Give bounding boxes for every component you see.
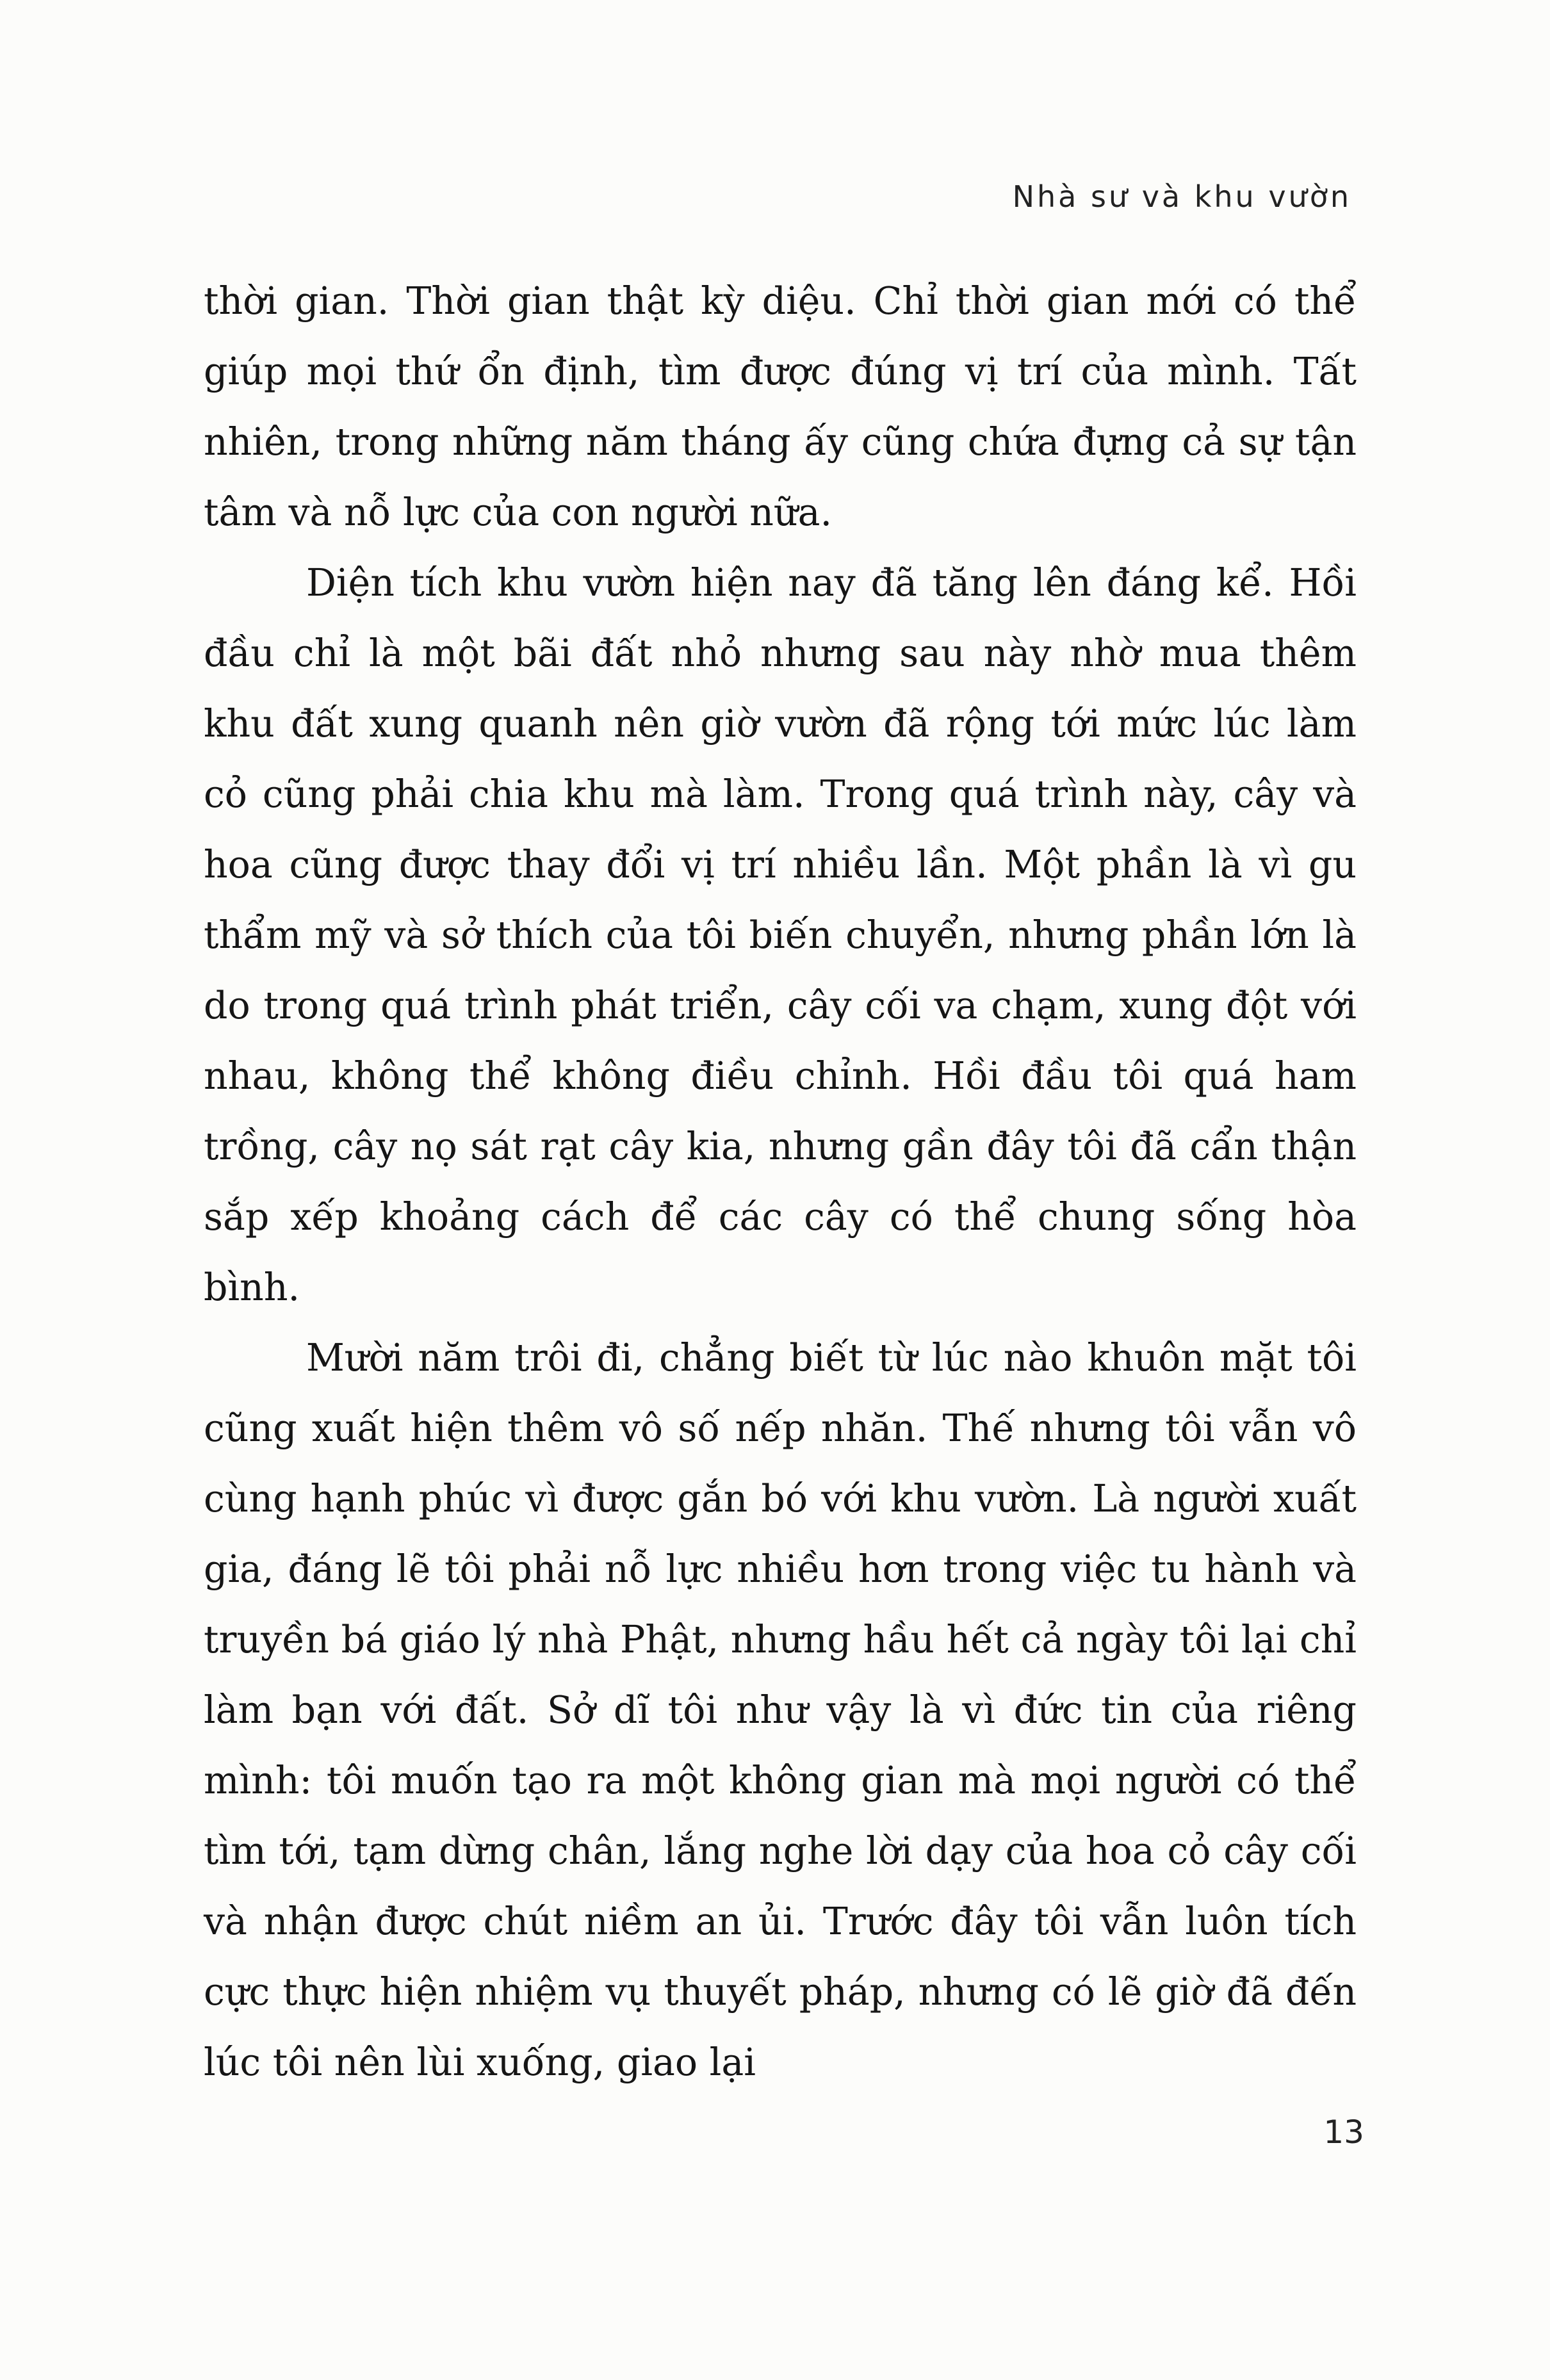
body-text [204,266,1357,2098]
paragraph-1: thời gian. Thời gian thật kỳ diệu. Chỉ thời gian mới có thể giúp mọi thứ ổn định, tìm được đúng vị trí của mình. Tất nhiên, trong những năm tháng ấy cũng chứa đựng cả sự tận tâm và nỗ lực của con người nữa. [204,279,1357,534]
paragraph-3: Mười năm trôi đi, chẳng biết từ lúc nào khuôn mặt tôi cũng xuất hiện thêm vô số nếp nhăn. Thế nhưng tôi vẫn vô cùng hạnh phúc vì được gắn bó với khu vườn. Là người xuất gia, đáng lẽ tôi phải nỗ lực nhiều hơn trong việc tu hành và truyền bá giáo lý nhà Phật, nhưng hầu hết cả ngày tôi lại chỉ làm bạn với đất. Sở dĩ tôi như vậy là vì đức tin của riêng mình: tôi muốn tạo ra một không gian mà mọi người có thể tìm tới, tạm dừng chân, lắng nghe lời dạy của hoa cỏ cây cối và nhận được chút niềm an ủi. Trước đây tôi vẫn luôn tích cực thực hiện nhiệm vụ thuyết pháp, nhưng có lẽ giờ đã đến lúc tôi nên lùi xuống, giao lại [204,1336,1357,2084]
paragraph-2: Diện tích khu vườn hiện nay đã tăng lên đáng kể. Hồi đầu chỉ là một bãi đất nhỏ nhưng sau này nhờ mua thêm khu đất xung quanh nên giờ vườn đã rộng tới mức lúc làm cỏ cũng phải chia khu mà làm. Trong quá trình này, cây và hoa cũng được thay đổi vị trí nhiều lần. Một phần là vì gu thẩm mỹ và sở thích của tôi biến chuyển, nhưng phần lớn là do trong quá trình phát triển, cây cối va chạm, xung đột với nhau, không thể không điều chỉnh. Hồi đầu tôi quá ham trồng, cây nọ sát rạt cây kia, nhưng gần đây tôi đã cẩn thận sắp xếp khoảng cách để các cây có thể chung sống hòa bình. [204,561,1357,1309]
page-number: 13 [1323,2114,1364,2151]
running-header: Nhà sư và khu vườn [1012,179,1351,214]
